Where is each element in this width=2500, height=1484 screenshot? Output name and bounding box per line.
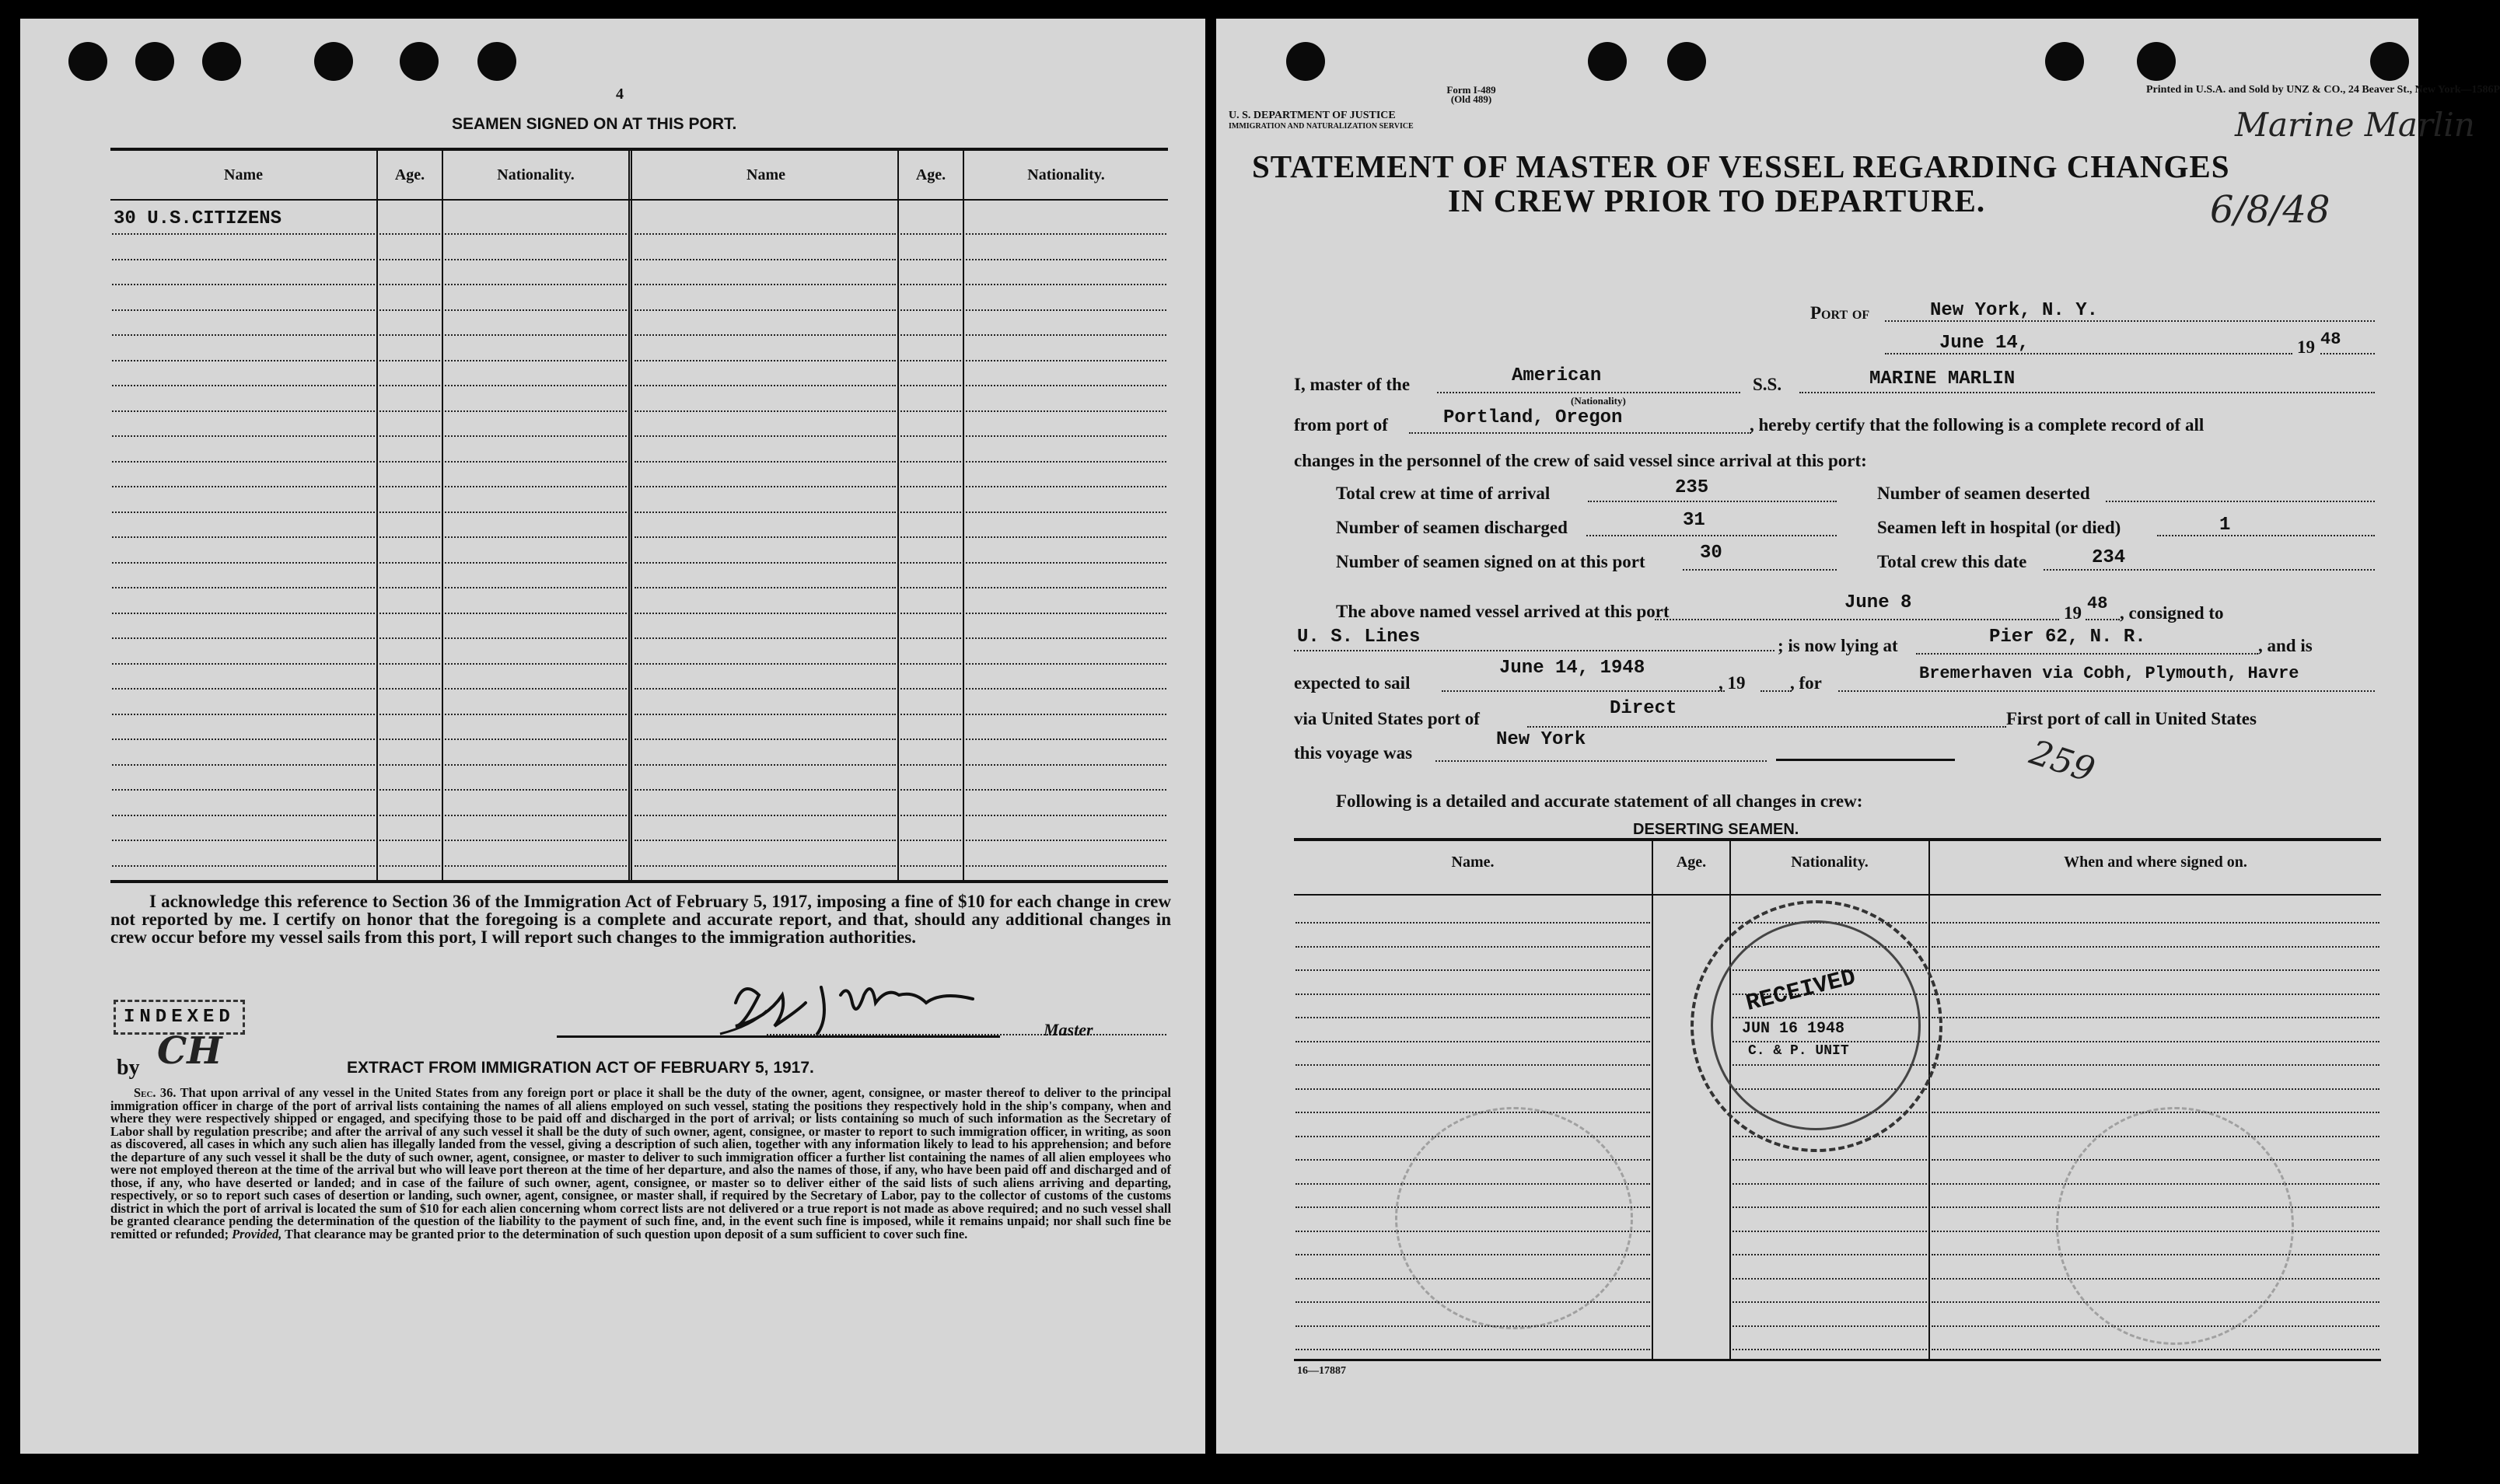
from-port-value: Portland, Oregon [1443, 407, 1623, 428]
ruled-line [1733, 1278, 1927, 1280]
page-number: 4 [616, 86, 624, 103]
ruled-line [1733, 1231, 1927, 1232]
port-of-label: Port of [1810, 303, 1870, 323]
consignee: U. S. Lines [1297, 627, 1421, 648]
signed-on-label: Number of seamen signed on at this port [1336, 552, 1645, 571]
ruled-line [635, 410, 896, 412]
ruled-line [635, 688, 896, 690]
ruled-line [445, 334, 627, 336]
ruled-line [900, 233, 961, 235]
ruled-line [900, 562, 961, 564]
ruled-line [112, 512, 375, 513]
ruled-line [900, 739, 961, 740]
punch-hole [477, 42, 516, 81]
ruled-line [1295, 1064, 1650, 1066]
arrived-year-suffix: 48 [2087, 594, 2108, 613]
this-voyage-label: this voyage was [1294, 743, 1413, 763]
ruled-line [966, 259, 1166, 260]
ruled-line [379, 536, 440, 538]
ruled-line [966, 536, 1166, 538]
ruled-line [966, 435, 1166, 437]
punch-hole [1667, 42, 1706, 81]
ruled-line [379, 461, 440, 463]
ruled-line [112, 562, 375, 564]
first-port-label: First port of call in United States [2006, 709, 2257, 728]
ruled-line [1932, 993, 2379, 995]
following-text: Following is a detailed and accurate statement of all changes in crew: [1336, 791, 1863, 811]
first-port-value: New York [1496, 729, 1586, 750]
via-label: via United States port of [1294, 709, 1480, 728]
handwritten-number: 259 [2025, 732, 2100, 791]
ruled-line [445, 435, 627, 437]
ruled-line [112, 613, 375, 614]
lying-label: ; is now lying at [1778, 636, 1898, 655]
ruled-line [445, 739, 627, 740]
ruled-line [1295, 993, 1650, 995]
ruled-line [900, 637, 961, 639]
ruled-line [635, 663, 896, 665]
ruled-line [445, 309, 627, 311]
master-of-label: I, master of the [1294, 375, 1411, 394]
punch-hole [1588, 42, 1627, 81]
arrived-label: The above named vessel arrived at this port [1336, 602, 1670, 621]
ruled-line [112, 637, 375, 639]
ruled-line [1295, 1349, 1650, 1350]
ruled-line [900, 536, 961, 538]
vessel-name: MARINE MARLIN [1869, 368, 2016, 389]
ruled-line [635, 512, 896, 513]
ruled-line [966, 360, 1166, 361]
ruled-line [1295, 1017, 1650, 1018]
ruled-line [1295, 922, 1650, 924]
ruled-line [635, 865, 896, 867]
ruled-line [445, 637, 627, 639]
ruled-line [900, 865, 961, 867]
ruled-line [1295, 969, 1650, 971]
ruled-line [379, 284, 440, 285]
ruled-line [379, 360, 440, 361]
received-office: C. & P. UNIT [1748, 1043, 1849, 1059]
ruled-line [635, 259, 896, 260]
punch-hole [314, 42, 353, 81]
ruled-line [900, 789, 961, 791]
ruled-line [900, 435, 961, 437]
ruled-line [900, 587, 961, 588]
extract-title: EXTRACT FROM IMMIGRATION ACT OF FEBRUARY 5, 1917. [347, 1059, 814, 1077]
handwritten-date: 6/8/48 [2210, 188, 2330, 232]
ruled-line [966, 385, 1166, 386]
ruled-line [379, 840, 440, 841]
master-signature [705, 964, 1109, 1065]
for-label: , for [1790, 673, 1822, 693]
ruled-line [900, 688, 961, 690]
ruled-line [1733, 1254, 1927, 1255]
ruled-line [379, 435, 440, 437]
ruled-line [1932, 1088, 2379, 1090]
ruled-line [635, 233, 896, 235]
ruled-line [966, 410, 1166, 412]
ruled-line [445, 764, 627, 766]
ruled-line [112, 815, 375, 816]
department-block [1229, 110, 1414, 132]
ruled-line [379, 764, 440, 766]
ruled-line [112, 764, 375, 766]
deserting-col-age: Age. [1676, 854, 1707, 871]
acknowledgement: I acknowledge this reference to Section 36 of the Immigration Act of February 5, 1917, imposing a fine of $10 for each change in crew not reported by me. I certify on honor that the foregoing is a complete and accurate report, and that, should any additional changes in crew occur before my vessel sails from this port, I will report such changes to the immigration authorities. [110, 892, 1171, 947]
ruled-line [635, 309, 896, 311]
ruled-line [900, 284, 961, 285]
via-value: Direct [1610, 698, 1677, 719]
ruled-line [635, 764, 896, 766]
ruled-line [379, 562, 440, 564]
ruled-line [900, 714, 961, 715]
lying-value: Pier 62, N. R. [1989, 627, 2146, 648]
title-line-1: STATEMENT OF MASTER OF VESSEL REGARDING CHANGES [1252, 148, 2230, 184]
ruled-line [379, 637, 440, 639]
provided-label: Provided, [232, 1226, 282, 1241]
ruled-line [112, 865, 375, 867]
punch-hole [2045, 42, 2084, 81]
deserting-col-name: Name. [1451, 854, 1495, 871]
ruled-line [112, 587, 375, 588]
faded-stamp [1395, 1107, 1633, 1329]
form-header [1370, 86, 1572, 104]
report-date: June 14, [1939, 333, 2030, 354]
ruled-line [966, 613, 1166, 614]
handwritten-vessel: Marine Marlin [2235, 106, 2475, 144]
ruled-line [112, 334, 375, 336]
deserting-col-nationality: Nationality. [1791, 854, 1869, 871]
deserted-label: Number of seamen deserted [1877, 484, 2090, 503]
ruled-line [635, 815, 896, 816]
ruled-line [1295, 1041, 1650, 1042]
crew-entry: 30 U.S.CITIZENS [114, 208, 282, 229]
ruled-line [1295, 1088, 1650, 1090]
right-page [1216, 19, 2500, 1454]
port-of-value: New York, N. Y. [1930, 300, 2099, 321]
arrived-year-prefix: 19 [2064, 603, 2082, 623]
ruled-line [900, 309, 961, 311]
extract-tail: That clearance may be granted prior to the determination of such question upon deposit of a sum sufficient to cover such fine. [285, 1226, 968, 1241]
sail-label: expected to sail [1294, 673, 1411, 693]
ruled-line [635, 840, 896, 841]
indexed-by-initials: CH [157, 1029, 222, 1073]
ruled-line [900, 663, 961, 665]
ruled-line [900, 815, 961, 816]
ruled-line [1295, 1325, 1650, 1327]
ruled-line [445, 486, 627, 487]
faded-stamp [2056, 1107, 2294, 1345]
ruled-line [445, 562, 627, 564]
ruled-line [112, 309, 375, 311]
col-name: Name [224, 166, 263, 183]
ruled-line [112, 486, 375, 487]
deserting-title: DESERTING SEAMEN. [1633, 821, 1799, 838]
signed-on-value: 30 [1700, 543, 1722, 564]
col-age-2: Age. [915, 166, 946, 183]
discharged-value: 31 [1683, 510, 1705, 531]
punch-hole [135, 42, 174, 81]
ruled-line [445, 284, 627, 285]
left-page [20, 19, 1205, 1454]
ruled-line [966, 663, 1166, 665]
ruled-line [112, 789, 375, 791]
ruled-line [379, 688, 440, 690]
ruled-line [379, 663, 440, 665]
punch-hole [1286, 42, 1325, 81]
total-crew-date-label: Total crew this date [1877, 552, 2027, 571]
ruled-line [379, 512, 440, 513]
ruled-line [445, 461, 627, 463]
ruled-line [1932, 969, 2379, 971]
form-old: (Old 489) [1450, 93, 1492, 105]
ruled-line [445, 613, 627, 614]
ruled-line [900, 410, 961, 412]
ruled-line [112, 435, 375, 437]
ruled-line [379, 334, 440, 336]
ruled-line [112, 461, 375, 463]
ruled-line [900, 840, 961, 841]
punch-hole [2137, 42, 2176, 81]
ruled-line [445, 360, 627, 361]
ruled-line [379, 789, 440, 791]
ruled-line [635, 739, 896, 740]
ruled-line [966, 789, 1166, 791]
nationality-value: American [1512, 365, 1602, 386]
ruled-line [900, 360, 961, 361]
ruled-line [1932, 946, 2379, 948]
total-crew-date: 234 [2092, 547, 2126, 568]
extract-body: That upon arrival of any vessel in the United States from any foreign port or place it shall be the duty of the owner, agent, consignee, or master thereof to deliver to the principal immigration officer in charge of the port of arrival lists containing the names of all aliens employed on such vessel, stating the positions they respectively hold in the ship's company, when and where they were respectively shipped or engaged, and specifying those to be paid off and discharged in the port of arrival; or lists containing so much of such information as the Secretary of Labor shall by regulation prescribe; and after the arrival of any such vessel it shall be the duty of such owner, agent, consignee, or master to report to such immigration officer, in writing, as soon as discovered, all cases in which any such alien has illegally landed from the vessel, giving a description of such alien, together with any information likely to lead to his apprehension; and before the departure of any such vessel it shall be the duty of such owner, agent, consignee, or master to deliver to such immigration officer a further list containing the names of all alien employees who were not employed thereon at the time of the arrival but who will leave port thereon at the time of her departure, and also the names of those, if any, who have been paid off and discharged and of those, if any, who have deserted or landed; and in case of the failure of such owner, agent, consignee, or master so to deliver either of the said lists of such aliens arriving and departing, respectively, or so to report such cases of desertion or landing, such owner, agent, consignee, or master shall, if required by the Secretary of Labor, pay to the collector of customs of the customs district in which the port of arrival is located the sum of $10 for each alien concerning whom correct lists are not delivered or a true report is not made as above required; and no such vessel shall be granted clearance pending the determination of the question of the liability to the payment of such fine, and, in the event such fine is imposed, while it remains unpaid; nor shall such fine be remitted or refunded; [110, 1085, 1171, 1241]
ruled-line [635, 562, 896, 564]
total-crew-arrival-label: Total crew at time of arrival [1336, 484, 1551, 503]
sail-year-prefix: , 19 [1719, 673, 1746, 693]
ruled-line [635, 435, 896, 437]
ruled-line [379, 739, 440, 740]
section-title: SEAMEN SIGNED ON AT THIS PORT. [452, 115, 737, 133]
col-nationality: Nationality. [497, 166, 575, 183]
ruled-line [112, 410, 375, 412]
service: IMMIGRATION AND NATURALIZATION SERVICE [1229, 122, 1414, 131]
changes-text: changes in the personnel of the crew of said vessel since arrival at this port: [1294, 451, 1867, 470]
ruled-line [379, 587, 440, 588]
punch-hole [202, 42, 241, 81]
ruled-line [1932, 1041, 2379, 1042]
ruled-line [379, 865, 440, 867]
ruled-line [112, 233, 375, 235]
ruled-line [635, 587, 896, 588]
punch-hole [400, 42, 439, 81]
ruled-line [900, 764, 961, 766]
ruled-line [900, 385, 961, 386]
col-nationality-2: Nationality. [1027, 166, 1105, 183]
department: U. S. DEPARTMENT OF JUSTICE [1229, 110, 1396, 121]
ruled-line [445, 385, 627, 386]
ruled-line [1932, 1017, 2379, 1018]
form-number: Form I-489 [1446, 84, 1496, 96]
ruled-line [966, 714, 1166, 715]
received-text: RECEIVED [1743, 965, 1859, 1018]
ruled-line [900, 461, 961, 463]
ruled-line [966, 587, 1166, 588]
punch-hole [2370, 42, 2409, 81]
deserting-col-signed-on: When and where signed on. [2064, 854, 2247, 871]
master-label: Master [1044, 1020, 1093, 1039]
ruled-line [966, 637, 1166, 639]
ruled-line [635, 284, 896, 285]
ruled-line [1733, 1349, 1927, 1350]
ruled-line [445, 536, 627, 538]
ruled-line [966, 512, 1166, 513]
total-crew-arrival: 235 [1675, 477, 1709, 498]
from-port-label: from port of [1294, 415, 1388, 435]
ruled-line [900, 512, 961, 513]
ruled-line [112, 714, 375, 715]
ruled-line [966, 739, 1166, 740]
year-suffix: 48 [2320, 330, 2341, 349]
ruled-line [635, 789, 896, 791]
ruled-line [445, 663, 627, 665]
ruled-line [112, 739, 375, 740]
ruled-line [635, 385, 896, 386]
ruled-line [445, 815, 627, 816]
nationality-caption: (Nationality) [1571, 395, 1626, 407]
ruled-line [379, 815, 440, 816]
ruled-line [445, 259, 627, 260]
ruled-line [900, 486, 961, 487]
ruled-line [966, 865, 1166, 867]
ruled-line [1932, 922, 2379, 924]
ruled-line [112, 385, 375, 386]
ruled-line [112, 840, 375, 841]
ruled-line [379, 385, 440, 386]
ruled-line [635, 461, 896, 463]
title-line-2: IN CREW PRIOR TO DEPARTURE. [1448, 183, 1986, 218]
extract-text [110, 1087, 1171, 1241]
ruled-line [445, 865, 627, 867]
certify-text: , hereby certify that the following is a complete record of all [1750, 415, 2205, 435]
ruled-line [635, 637, 896, 639]
ruled-line [966, 815, 1166, 816]
hospital-label: Seamen left in hospital (or died) [1877, 518, 2121, 537]
ruled-line [1733, 1159, 1927, 1161]
punch-hole [68, 42, 107, 81]
ruled-line [445, 789, 627, 791]
ruled-line [635, 536, 896, 538]
ruled-line [966, 562, 1166, 564]
arrived-date: June 8 [1844, 592, 1912, 613]
col-name-2: Name [747, 166, 785, 183]
ruled-line [112, 284, 375, 285]
ruled-line [966, 233, 1166, 235]
ruled-line [112, 259, 375, 260]
ruled-line [112, 663, 375, 665]
printed-note: Printed in U.S.A. and Sold by UNZ & CO., 24 Beaver St., New York—1586P [2146, 84, 2500, 96]
ruled-line [445, 512, 627, 513]
ruled-line [379, 309, 440, 311]
destination: Bremerhaven via Cobh, Plymouth, Havre [1919, 664, 2299, 683]
ruled-line [445, 587, 627, 588]
ruled-line [635, 714, 896, 715]
discharged-label: Number of seamen discharged [1336, 518, 1568, 537]
ruled-line [112, 536, 375, 538]
ruled-line [966, 334, 1166, 336]
sec-label: Sec. 36. [134, 1085, 177, 1100]
ruled-line [112, 688, 375, 690]
ruled-line [445, 714, 627, 715]
ruled-line [445, 410, 627, 412]
hospital-value: 1 [2219, 515, 2231, 536]
ruled-line [1295, 946, 1650, 948]
year-prefix: 19 [2297, 337, 2315, 357]
ruled-line [112, 360, 375, 361]
ruled-line [379, 410, 440, 412]
ruled-line [900, 613, 961, 614]
ruled-line [379, 613, 440, 614]
ruled-line [966, 688, 1166, 690]
ruled-line [966, 284, 1166, 285]
ruled-line [445, 840, 627, 841]
indexed-by-label: by [117, 1056, 140, 1080]
ruled-line [1733, 1183, 1927, 1185]
received-stamp [1691, 900, 1942, 1152]
ruled-line [635, 360, 896, 361]
sail-value: June 14, 1948 [1499, 658, 1645, 679]
ruled-line [635, 613, 896, 614]
ruled-line [966, 840, 1166, 841]
ruled-line [1733, 1301, 1927, 1303]
ruled-line [966, 461, 1166, 463]
ruled-line [1733, 1206, 1927, 1208]
ruled-line [379, 233, 440, 235]
ruled-line [900, 259, 961, 260]
ruled-line [1932, 1349, 2379, 1350]
ruled-line [635, 334, 896, 336]
consigned-label: , consigned to [2120, 603, 2224, 623]
col-age: Age. [394, 166, 425, 183]
ruled-line [379, 259, 440, 260]
ruled-line [966, 486, 1166, 487]
ruled-line [379, 714, 440, 715]
ruled-line [445, 233, 627, 235]
and-is-label: , and is [2258, 636, 2313, 655]
ruled-line [1932, 1064, 2379, 1066]
ruled-line [379, 486, 440, 487]
ruled-line [445, 688, 627, 690]
ruled-line [966, 309, 1166, 311]
indexed-stamp: INDEXED [114, 1000, 245, 1035]
ss-label: S.S. [1753, 375, 1782, 394]
ruled-line [966, 764, 1166, 766]
ruled-line [635, 486, 896, 487]
footer-code: 16—17887 [1297, 1365, 1346, 1377]
ruled-line [900, 334, 961, 336]
ruled-line [1733, 1325, 1927, 1327]
received-date: JUN 16 1948 [1742, 1020, 1845, 1038]
